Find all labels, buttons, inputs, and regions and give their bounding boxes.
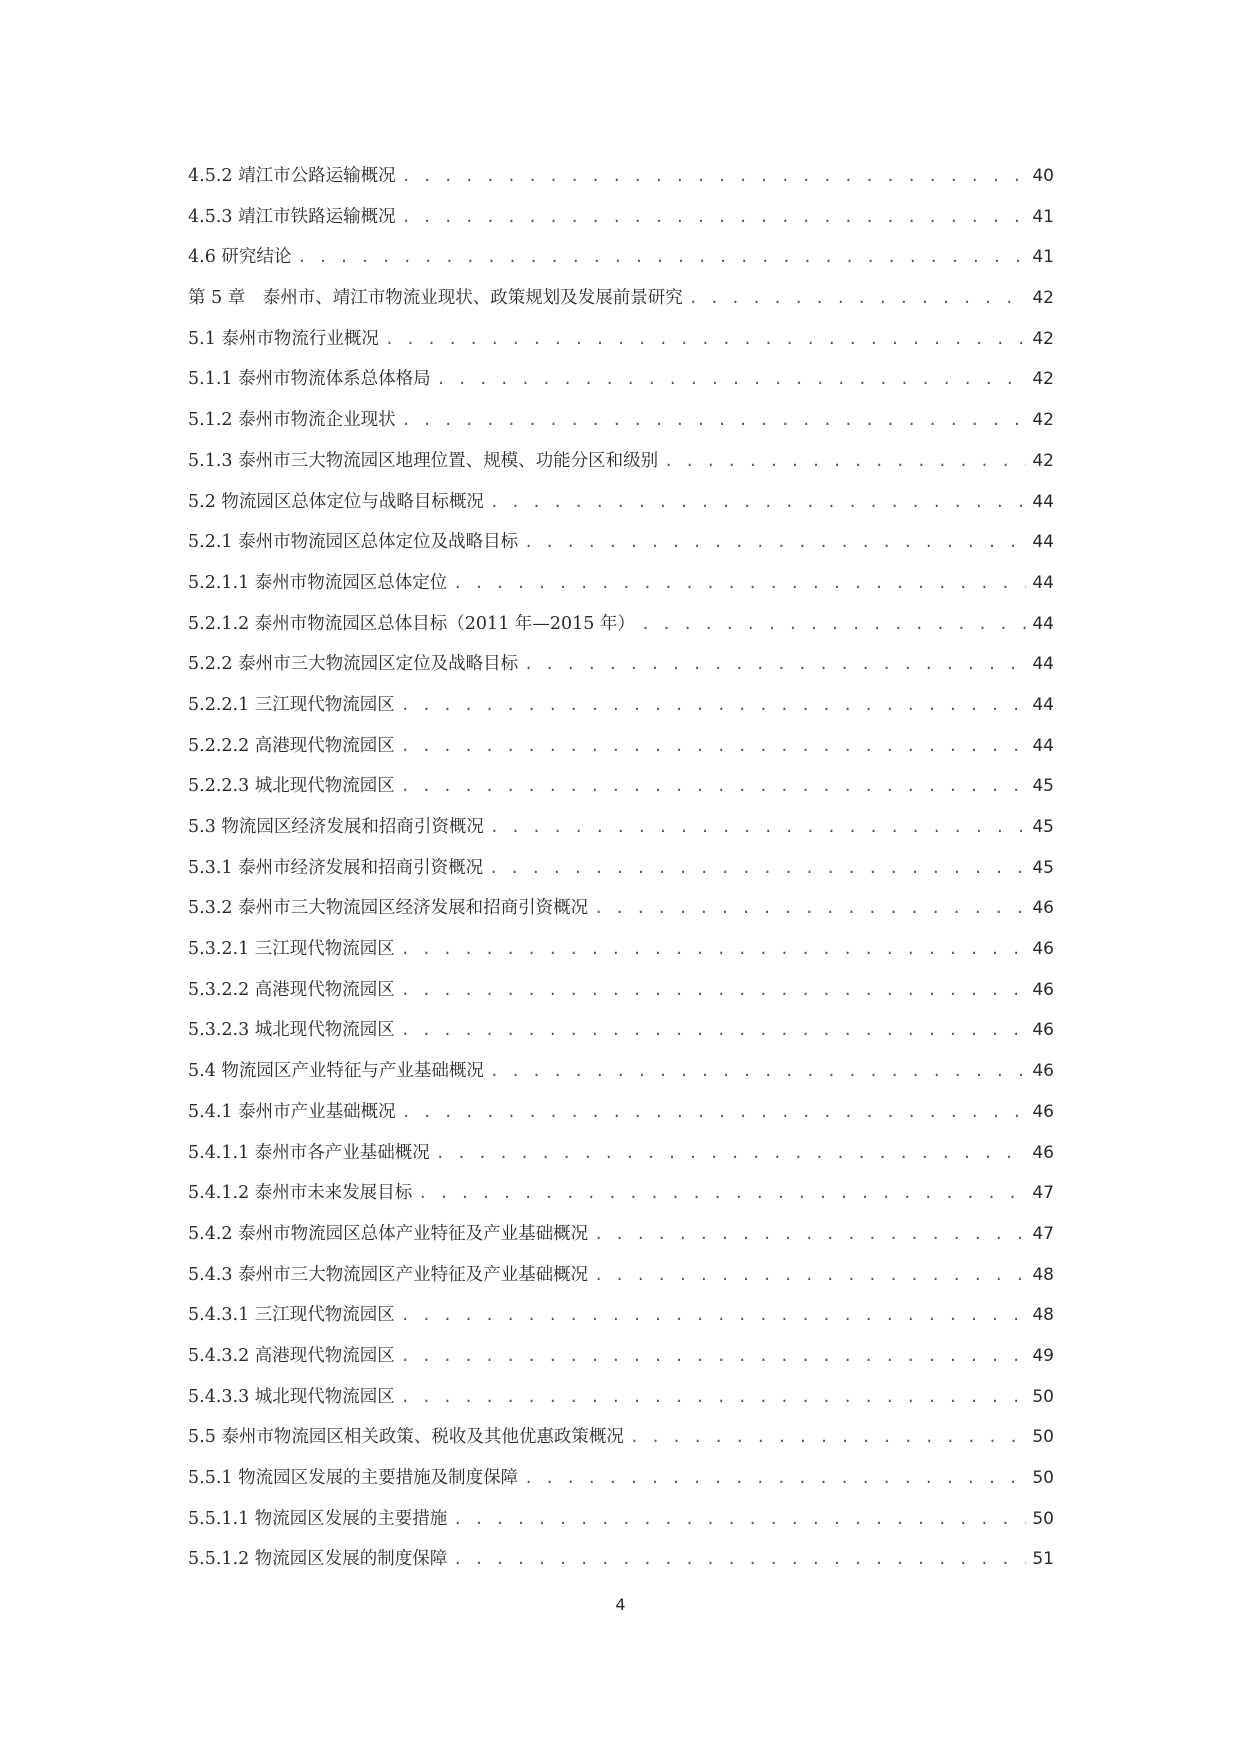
toc-entry[interactable]	[188, 726, 1054, 767]
toc-dot-leader	[297, 237, 1026, 278]
toc-entry-page-number: 42	[1032, 288, 1054, 309]
toc-entry-title: 5.2.1 泰州市物流园区总体定位及战略目标	[188, 532, 519, 553]
toc-entry[interactable]	[188, 1051, 1054, 1092]
toc-entry-title: 5.4.3 泰州市三大物流园区产业特征及产业基础概况	[188, 1264, 589, 1285]
toc-entry[interactable]	[188, 1214, 1054, 1255]
toc-entry-page-number: 51	[1032, 1549, 1054, 1570]
toc-entry-title: 5.2.2.1 三江现代物流园区	[188, 694, 395, 715]
toc-entry-title: 5.2.1.2 泰州市物流园区总体目标（2011 年—2015 年）	[188, 613, 635, 634]
toc-dot-leader	[401, 929, 1027, 970]
toc-entry[interactable]	[188, 156, 1054, 197]
toc-entry[interactable]	[188, 685, 1054, 726]
toc-entry[interactable]	[188, 1377, 1054, 1418]
toc-entry-page-number: 49	[1032, 1345, 1054, 1366]
toc-dot-leader	[401, 726, 1027, 767]
toc-entry-title: 5.3 物流园区经济发展和招商引资概况	[188, 817, 484, 837]
toc-dot-leader	[489, 848, 1026, 889]
toc-dot-leader	[524, 522, 1026, 563]
toc-entry-title: 5.2.2 泰州市三大物流园区定位及战略目标	[188, 654, 519, 675]
toc-entry-title: 第 5 章 泰州市、靖江市物流业现状、政策规划及发展前景研究	[188, 288, 683, 309]
toc-entry-page-number: 50	[1032, 1386, 1054, 1407]
toc-dot-leader	[401, 1010, 1027, 1051]
toc-entry-title: 5.3.2.3 城北现代物流园区	[188, 1020, 395, 1041]
toc-entry-page-number: 44	[1032, 735, 1054, 756]
toc-dot-leader	[453, 563, 1026, 604]
toc-entry-page-number: 45	[1032, 857, 1054, 878]
toc-dot-leader	[453, 1499, 1026, 1540]
toc-dot-leader	[401, 1336, 1027, 1377]
toc-entry-title: 5.4.3.1 三江现代物流园区	[188, 1305, 395, 1326]
toc-dot-leader	[490, 1051, 1026, 1092]
toc-entry-title: 4.5.3 靖江市铁路运输概况	[188, 206, 396, 227]
toc-entry-title: 5.3.2.1 三江现代物流园区	[188, 939, 395, 960]
toc-entry[interactable]	[188, 1010, 1054, 1051]
toc-entry-title: 5.4.1.2 泰州市未来发展目标	[188, 1183, 413, 1204]
toc-entry-title: 5.3.2.2 高港现代物流园区	[188, 979, 395, 1000]
toc-dot-leader	[402, 197, 1027, 238]
toc-entry-page-number: 46	[1032, 1020, 1054, 1041]
toc-entry-title: 5.3.1 泰州市经济发展和招商引资概况	[188, 857, 484, 878]
toc-entry-page-number: 46	[1032, 1142, 1054, 1163]
toc-entry-page-number: 50	[1032, 1508, 1054, 1529]
toc-entry-page-number: 44	[1032, 694, 1054, 715]
toc-entry-title: 4.6 研究结论	[188, 247, 292, 268]
toc-entry-title: 5.2 物流园区总体定位与战略目标概况	[188, 491, 484, 512]
toc-entry-page-number: 46	[1032, 939, 1054, 960]
toc-dot-leader	[402, 1092, 1027, 1133]
toc-entry[interactable]	[188, 1295, 1054, 1336]
toc-entry[interactable]	[188, 278, 1054, 319]
toc-entry-page-number: 48	[1032, 1305, 1054, 1326]
toc-dot-leader	[594, 1255, 1026, 1296]
toc-entry-title: 5.2.2.3 城北现代物流园区	[188, 776, 395, 797]
toc-entry-page-number: 45	[1032, 817, 1054, 837]
toc-entry[interactable]	[188, 848, 1054, 889]
toc-entry-page-number: 42	[1032, 450, 1054, 471]
toc-entry-page-number: 41	[1032, 206, 1054, 227]
toc-entry[interactable]	[188, 400, 1054, 441]
toc-dot-leader	[402, 156, 1027, 197]
toc-entry[interactable]	[188, 1133, 1054, 1174]
toc-entry[interactable]	[188, 237, 1054, 278]
page-number: 4	[615, 1595, 626, 1614]
toc-entry[interactable]	[188, 888, 1054, 929]
toc-entry-page-number: 42	[1032, 328, 1054, 349]
toc-entry-page-number: 45	[1032, 776, 1054, 797]
toc-entry-title: 5.5.1.1 物流园区发展的主要措施	[188, 1508, 448, 1529]
toc-dot-leader	[641, 604, 1026, 645]
toc-entry-title: 5.5.1 物流园区发展的主要措施及制度保障	[188, 1468, 519, 1488]
toc-entry-title: 5.3.2 泰州市三大物流园区经济发展和招商引资概况	[188, 898, 589, 919]
toc-entry-title: 5.5 泰州市物流园区相关政策、税收及其他优惠政策概况	[188, 1427, 624, 1448]
toc-entry-page-number: 46	[1032, 898, 1054, 919]
toc-entry-page-number: 42	[1032, 410, 1054, 431]
toc-dot-leader	[630, 1417, 1026, 1458]
toc-entry-page-number: 41	[1032, 247, 1054, 268]
toc-entry-title: 4.5.2 靖江市公路运输概况	[188, 166, 396, 186]
toc-entry-page-number: 50	[1032, 1468, 1054, 1488]
toc-dot-leader	[401, 685, 1027, 726]
toc-entry-title: 5.5.1.2 物流园区发展的制度保障	[188, 1549, 448, 1570]
toc-dot-leader	[453, 1539, 1026, 1580]
toc-entry-page-number: 44	[1032, 613, 1054, 634]
toc-entry-page-number: 40	[1032, 166, 1054, 186]
toc-dot-leader	[594, 1214, 1026, 1255]
toc-entry-page-number: 44	[1032, 572, 1054, 593]
toc-entry[interactable]	[188, 319, 1054, 360]
toc-entry[interactable]	[188, 359, 1054, 400]
toc-entry[interactable]	[188, 1092, 1054, 1133]
toc-entry[interactable]	[188, 766, 1054, 807]
toc-entry[interactable]	[188, 1336, 1054, 1377]
toc-dot-leader	[437, 359, 1027, 400]
toc-entry-page-number: 44	[1032, 654, 1054, 675]
toc-entry[interactable]	[188, 807, 1054, 848]
toc-entry-title: 5.4.2 泰州市物流园区总体产业特征及产业基础概况	[188, 1223, 589, 1244]
toc-dot-leader	[524, 644, 1026, 685]
toc-entry[interactable]	[188, 563, 1054, 604]
toc-entry-title: 5.2.2.2 高港现代物流园区	[188, 735, 395, 756]
toc-dot-leader	[664, 441, 1026, 482]
toc-entry[interactable]	[188, 1499, 1054, 1540]
toc-dot-leader	[402, 400, 1027, 441]
toc-entry[interactable]	[188, 522, 1054, 563]
toc-dot-leader	[401, 766, 1027, 807]
toc-entry-page-number: 48	[1032, 1264, 1054, 1285]
toc-entry-title: 5.4.3.3 城北现代物流园区	[188, 1386, 395, 1407]
toc-entry-title: 5.1.3 泰州市三大物流园区地理位置、规模、功能分区和级别	[188, 450, 659, 471]
toc-entry-title: 5.4 物流园区产业特征与产业基础概况	[188, 1061, 484, 1082]
toc-entry-title: 5.1.2 泰州市物流企业现状	[188, 410, 396, 431]
toc-entry-page-number: 47	[1032, 1223, 1054, 1244]
toc-dot-leader	[436, 1133, 1027, 1174]
toc-entry-page-number: 46	[1032, 1061, 1054, 1082]
toc-dot-leader	[594, 888, 1026, 929]
toc-entry[interactable]	[188, 441, 1054, 482]
toc-dot-leader	[401, 1377, 1027, 1418]
toc-entry[interactable]	[188, 1417, 1054, 1458]
toc-entry-page-number: 46	[1032, 1101, 1054, 1122]
toc-entry[interactable]	[188, 482, 1054, 523]
toc-entry-title: 5.4.1.1 泰州市各产业基础概况	[188, 1142, 430, 1163]
toc-dot-leader	[689, 278, 1027, 319]
toc-dot-leader	[401, 1295, 1027, 1336]
toc-entry-page-number: 50	[1032, 1427, 1054, 1448]
toc-entry[interactable]	[188, 197, 1054, 238]
toc-dot-leader	[490, 807, 1026, 848]
toc-entry-title: 5.1 泰州市物流行业概况	[188, 328, 379, 349]
toc-dot-leader	[418, 1173, 1026, 1214]
toc-entry[interactable]	[188, 1539, 1054, 1580]
table-of-contents	[188, 156, 1054, 1580]
toc-entry[interactable]	[188, 1255, 1054, 1296]
toc-dot-leader	[401, 970, 1027, 1011]
toc-entry[interactable]	[188, 644, 1054, 685]
toc-entry[interactable]	[188, 604, 1054, 645]
toc-entry-page-number: 42	[1032, 369, 1054, 390]
toc-entry-title: 5.4.1 泰州市产业基础概况	[188, 1101, 396, 1122]
toc-entry-page-number: 44	[1032, 491, 1054, 512]
toc-dot-leader	[524, 1458, 1026, 1499]
toc-entry[interactable]	[188, 1173, 1054, 1214]
toc-entry-page-number: 44	[1032, 532, 1054, 553]
toc-entry-title: 5.2.1.1 泰州市物流园区总体定位	[188, 572, 448, 593]
toc-entry[interactable]	[188, 970, 1054, 1011]
toc-entry-page-number: 47	[1032, 1183, 1054, 1204]
toc-entry-page-number: 46	[1032, 979, 1054, 1000]
toc-dot-leader	[385, 319, 1026, 360]
toc-entry-title: 5.4.3.2 高港现代物流园区	[188, 1345, 395, 1366]
toc-entry-title: 5.1.1 泰州市物流体系总体格局	[188, 369, 431, 390]
toc-entry[interactable]	[188, 929, 1054, 970]
toc-entry[interactable]	[188, 1458, 1054, 1499]
toc-dot-leader	[490, 482, 1026, 523]
